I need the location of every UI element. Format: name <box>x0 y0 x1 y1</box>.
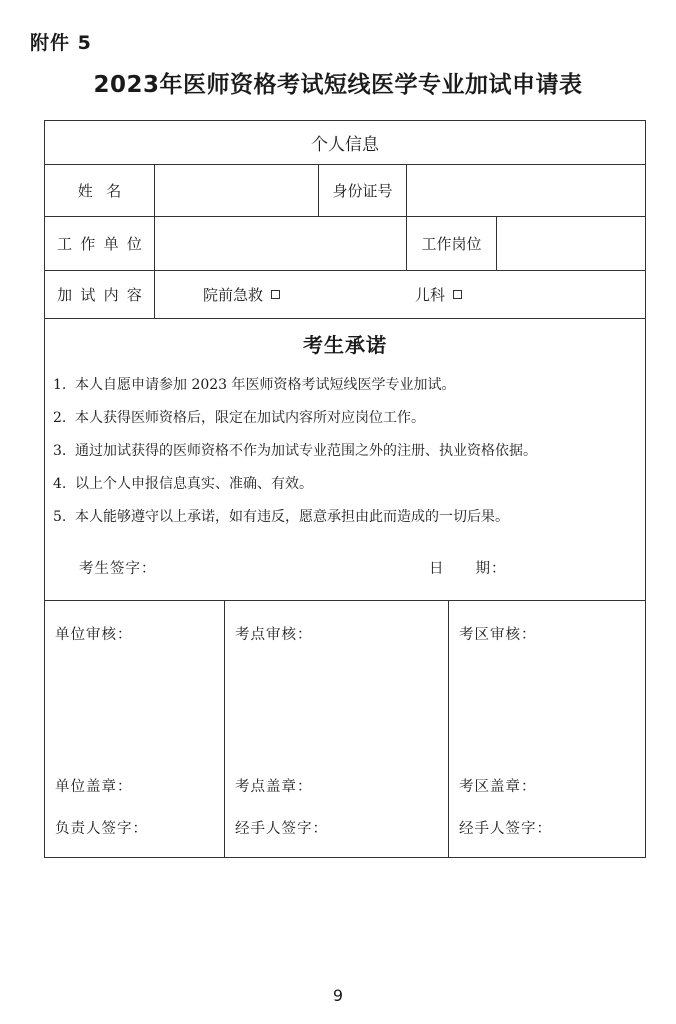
pledge-item: 2. 本人获得医师资格后，限定在加试内容所对应岗位工作。 <box>53 410 425 426</box>
id-label-cell <box>319 165 407 216</box>
pediatrics-checkbox[interactable] <box>453 290 462 299</box>
pledge-item: 4. 以上个人申报信息真实、准确、有效。 <box>53 476 313 492</box>
id-input-cell[interactable] <box>407 165 645 216</box>
exam-content-label-cell <box>45 271 155 318</box>
option-prehospital[interactable] <box>203 271 343 318</box>
site-sign-label: 经手人签字： <box>235 821 328 837</box>
option-prehospital-label: 院前急救 <box>203 286 264 304</box>
pledge-item: 3. 通过加试获得的医师资格不作为加试专业范围之外的注册、执业资格依据。 <box>53 443 537 459</box>
unit-sign-label: 负责人签字： <box>55 821 148 837</box>
prehospital-checkbox[interactable] <box>271 290 280 299</box>
name-label-cell <box>45 165 155 216</box>
employer-label-cell <box>45 217 155 270</box>
pledge-section <box>45 319 645 601</box>
employer-label: 工作单位 <box>57 235 151 253</box>
id-label: 身份证号 <box>332 182 393 200</box>
name-input-cell[interactable] <box>155 165 319 216</box>
page-number: 9 <box>332 986 344 1005</box>
option-pediatrics[interactable] <box>415 271 535 318</box>
unit-review-cell[interactable] <box>45 601 225 857</box>
personal-info-header: 个人信息 <box>311 135 379 155</box>
name-label: 姓名 <box>77 182 135 200</box>
work-row <box>45 217 645 271</box>
pledge-item: 1. 本人自愿申请参加 2023 年医师资格考试短线医学专业加试。 <box>53 377 456 393</box>
position-label-cell <box>407 217 497 270</box>
pledge-list <box>53 369 643 534</box>
site-seal-label: 考点盖章： <box>235 779 313 795</box>
site-review-cell[interactable] <box>225 601 449 857</box>
unit-review-label: 单位审核： <box>55 627 133 643</box>
exam-content-label: 加试内容 <box>57 286 151 304</box>
pledge-item: 5. 本人能够遵守以上承诺，如有违反，愿意承担由此而造成的一切后果。 <box>53 509 509 525</box>
pledge-title: 考生承诺 <box>303 333 387 357</box>
option-pediatrics-label: 儿科 <box>415 286 446 304</box>
district-seal-label: 考区盖章： <box>459 779 537 795</box>
unit-seal-label: 单位盖章： <box>55 779 133 795</box>
application-form <box>44 120 646 858</box>
employer-input-cell[interactable] <box>155 217 407 270</box>
page-title: 2023年医师资格考试短线医学专业加试申请表 <box>93 72 583 98</box>
position-input-cell[interactable] <box>497 217 645 270</box>
attachment-label: 附件 5 <box>30 32 92 54</box>
exam-content-row <box>45 271 645 319</box>
name-row <box>45 165 645 217</box>
district-review-label: 考区审核： <box>459 627 537 643</box>
site-review-label: 考点审核： <box>235 627 313 643</box>
district-sign-label: 经手人签字： <box>459 821 552 837</box>
date-label: 日 期： <box>429 561 507 577</box>
candidate-signature-label: 考生签字： <box>79 561 157 577</box>
review-section <box>45 601 645 857</box>
position-label: 工作岗位 <box>421 235 482 253</box>
personal-info-header-row <box>45 121 645 165</box>
district-review-cell[interactable] <box>449 601 645 857</box>
